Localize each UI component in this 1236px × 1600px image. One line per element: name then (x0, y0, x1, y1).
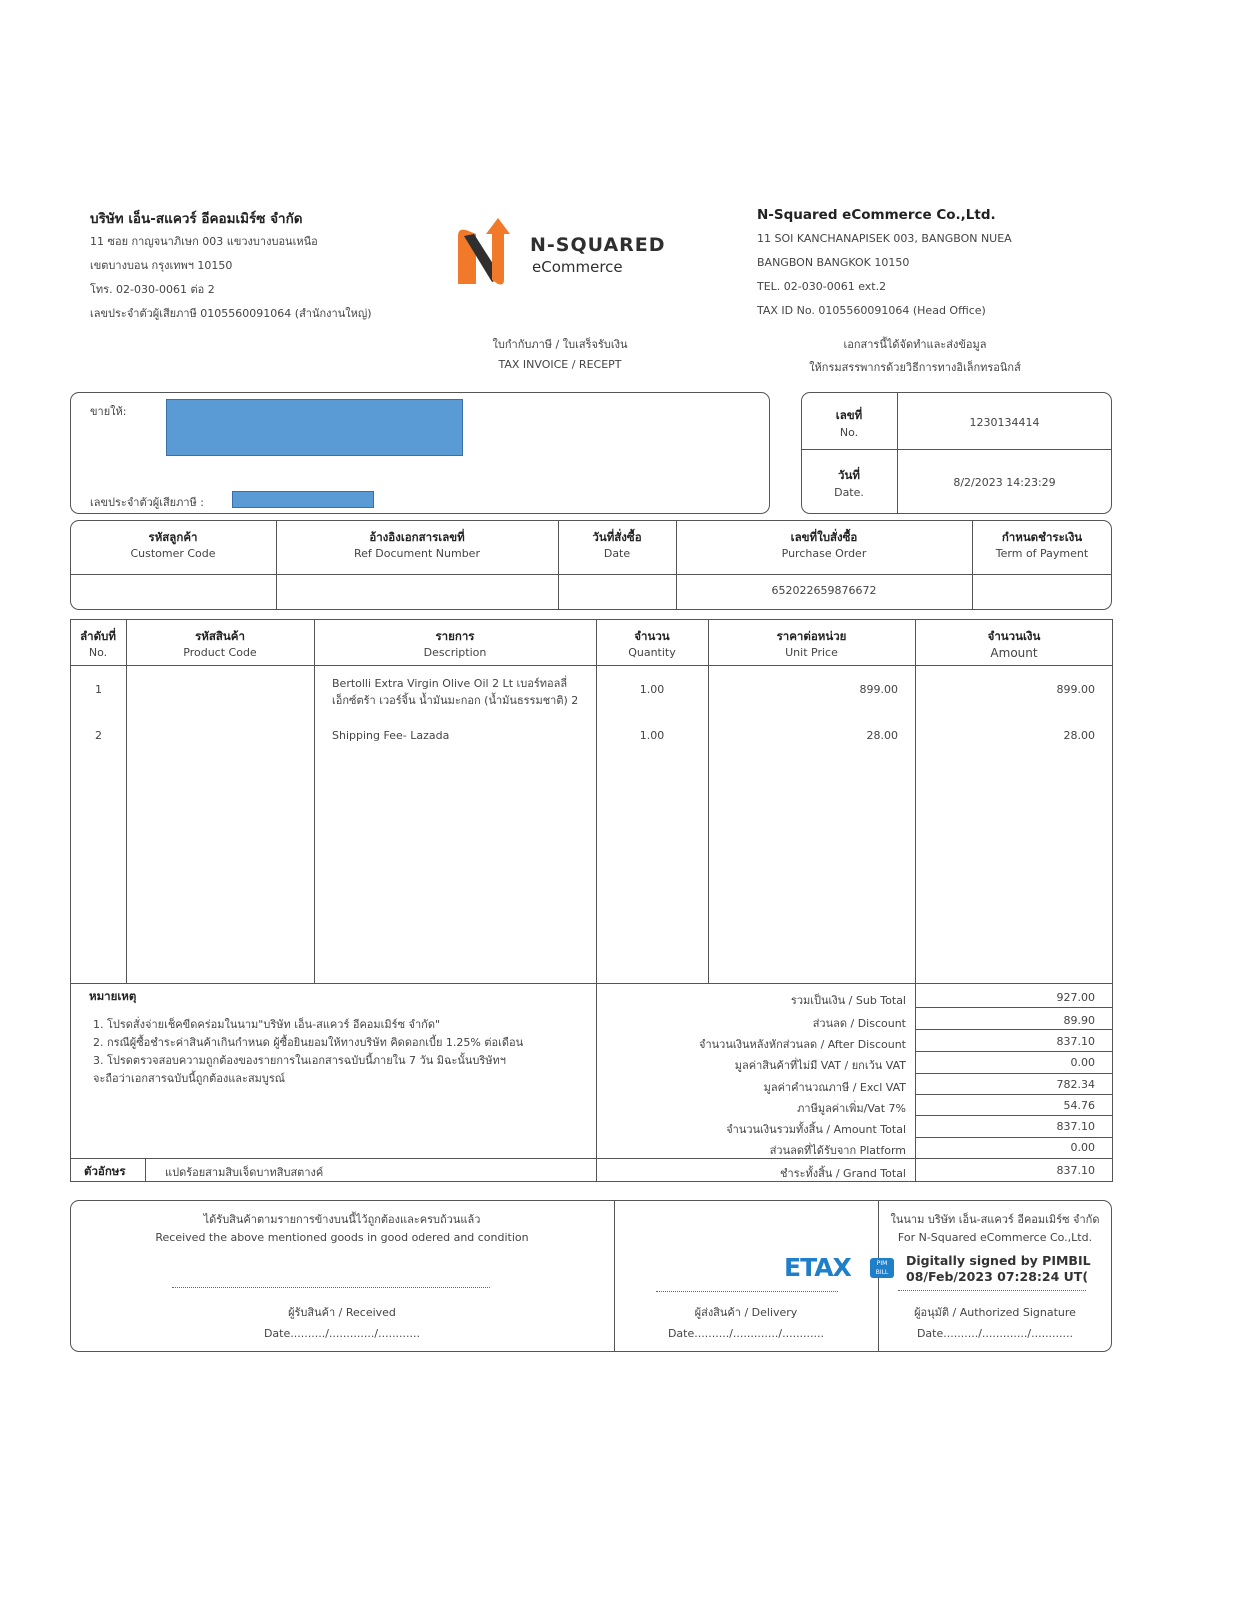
totals-divider (916, 1137, 1112, 1138)
items-header-amount-en: Amount (990, 646, 1038, 660)
amount-words-value: แปดร้อยสามสิบเจ็ดบาทสิบสตางค์ (165, 1166, 324, 1179)
sold-to-label: ขายให้: (90, 405, 127, 418)
etax-note-2: ให้กรมสรรพากรด้วยวิธีการทางอิเล็กทรอนิกส์ (809, 361, 1021, 374)
row-desc-2: เอ็กซ์ตร้า เวอร์จิ้น น้ำมันมะกอก (น้ำมันธรรมชาติ) 2 (332, 694, 579, 707)
doc-no-value: 1230134414 (969, 416, 1040, 429)
remarks-line-3: 3. โปรดตรวจสอบความถูกต้องของรายการในเอกสารฉบับนี้ภายใน 7 วัน มิฉะนั้นบริษัทฯ (93, 1054, 506, 1067)
doc-info-divider-v (897, 393, 898, 513)
ref-header-date-th: วันที่สั่งซื้อ (592, 530, 642, 544)
delivery-sign-line (656, 1291, 838, 1292)
items-header-no-en: No. (88, 646, 108, 659)
remarks-line-4: จะถือว่าเอกสารฉบับนี้ถูกต้องและสมบูรณ์ (93, 1072, 286, 1085)
company-taxid-th: เลขประจำตัวผู้เสียภาษี 0105560091064 (สำนักงานใหญ่) (90, 307, 372, 320)
after-discount-value: 837.10 (1056, 1035, 1095, 1048)
logo-mark-icon (452, 214, 526, 290)
company-address-en-1: 11 SOI KANCHANAPISEK 003, BANGBON NUEA (757, 232, 1012, 245)
amount-total-label: จำนวนเงินรวมทั้งสิ้น / Amount Total (726, 1123, 906, 1136)
authorized-sign-line (898, 1290, 1086, 1291)
items-header-desc-en: Description (423, 646, 487, 659)
platform-discount-label: ส่วนลดที่ได้รับจาก Platform (769, 1144, 906, 1157)
receiver-label: ผู้รับสินค้า / Received (288, 1306, 396, 1319)
items-header-code-en: Product Code (183, 646, 257, 659)
remarks-title: หมายเหตุ (89, 989, 137, 1003)
totals-divider (916, 1051, 1112, 1052)
vat-label: ภาษีมูลค่าเพิ่ม/Vat 7% (797, 1102, 906, 1115)
delivery-date-line: Date........../............./............ (667, 1327, 825, 1340)
doc-info-divider-h (802, 449, 1111, 450)
subtotal-label: รวมเป็นเงิน / Sub Total (790, 994, 906, 1007)
doc-date-label-th: วันที่ (838, 468, 860, 482)
row-desc-1: Shipping Fee- Lazada (332, 729, 450, 742)
on-behalf-en: For N-Squared eCommerce Co.,Ltd. (897, 1231, 1093, 1244)
receiver-date-line: Date........../............./............ (263, 1327, 421, 1340)
platform-discount-value: 0.00 (1070, 1141, 1095, 1154)
ref-header-term-en: Term of Payment (995, 547, 1089, 560)
totals-divider (916, 1029, 1112, 1030)
remarks-line-2: 2. กรณีผู้ซื้อชำระค่าสินค้าเกินกำหนด ผู้ซื้อยินยอมให้ทางบริษัท คิดดอกเบี้ย 1.25% ต่อเดือน (93, 1036, 524, 1049)
authorized-date-line: Date........../............./............ (916, 1327, 1074, 1340)
ref-value-po: 652022659876672 (771, 584, 877, 597)
discount-label: ส่วนลด / Discount (812, 1017, 906, 1030)
doc-no-label-th: เลขที่ (835, 408, 863, 422)
doc-no-label-en: No. (839, 426, 859, 439)
row-amount: 28.00 (1063, 729, 1095, 742)
etax-note-1: เอกสารนี้ได้จัดทำและส่งข้อมูล (843, 338, 987, 351)
items-header-code-th: รหัสสินค้า (195, 629, 245, 643)
discount-value: 89.90 (1063, 1014, 1095, 1027)
doc-title-th: ใบกำกับภาษี / ใบเสร็จรับเงิน (492, 338, 628, 351)
etax-logo (784, 1253, 889, 1282)
row-qty: 1.00 (639, 729, 665, 742)
etax-badge: PIM BILL (870, 1258, 894, 1278)
subtotal-value: 927.00 (1056, 991, 1095, 1004)
vat-value: 54.76 (1063, 1099, 1095, 1112)
company-address-th-2: เขตบางบอน กรุงเทพฯ 10150 (90, 259, 233, 272)
company-phone-en: TEL. 02-030-0061 ext.2 (757, 280, 887, 293)
totals-divider (916, 1094, 1112, 1095)
items-col-divider-4 (708, 620, 709, 983)
items-table (70, 619, 1113, 1182)
totals-divider (916, 1073, 1112, 1074)
company-address-th-1: 11 ซอย กาญจนาภิเษก 003 แขวงบางบอนเหนือ (90, 235, 318, 248)
row-desc-1: Bertolli Extra Virgin Olive Oil 2 Lt เบอร์ทอลลี่ (332, 677, 568, 690)
items-col-divider-2 (314, 620, 315, 983)
received-statement-en: Received the above mentioned goods in good odered and condition (155, 1231, 529, 1244)
logo-text-2: eCommerce (532, 258, 623, 276)
non-vat-value: 0.00 (1070, 1056, 1095, 1069)
ref-header-ref-doc-th: อ้างอิงเอกสารเลขที่ (369, 530, 465, 544)
items-header-unit-th: ราคาต่อหน่วย (776, 629, 847, 643)
after-discount-label: จำนวนเงินหลังหักส่วนลด / After Discount (699, 1038, 906, 1051)
items-header-no-th: ลำดับที่ (80, 629, 116, 643)
grand-total-value: 837.10 (1056, 1164, 1095, 1177)
items-col-divider-3 (596, 620, 597, 1181)
receiver-sign-line (172, 1287, 490, 1288)
ref-header-po-th: เลขที่ใบสั่งซื้อ (790, 530, 858, 544)
ref-header-po-en: Purchase Order (781, 547, 867, 560)
digital-signature-2: 08/Feb/2023 07:28:24 UT( (906, 1269, 1089, 1284)
row-qty: 1.00 (639, 683, 665, 696)
items-body-divider (71, 983, 1112, 984)
digital-signature-1: Digitally signed by PIMBIL (906, 1253, 1091, 1268)
totals-divider (916, 1007, 1112, 1008)
non-vat-label: มูลค่าสินค้าที่ไม่มี VAT / ยกเว้น VAT (734, 1059, 906, 1072)
grand-total-label: ชำระทั้งสิ้น / Grand Total (780, 1167, 906, 1180)
ref-header-customer-code-en: Customer Code (130, 547, 216, 560)
items-col-divider-1 (126, 620, 127, 983)
company-logo (452, 214, 682, 290)
remarks-line-1: 1. โปรดสั่งจ่ายเช็คขีดคร่อมในนาม"บริษัท เอ็น-สแควร์ อีคอมเมิร์ซ จำกัด" (93, 1018, 441, 1031)
on-behalf-th: ในนาม บริษัท เอ็น-สแควร์ อีคอมเมิร์ซ จำกัด (890, 1213, 1100, 1226)
items-header-unit-en: Unit Price (785, 646, 838, 659)
amount-words-label: ตัวอักษร (84, 1164, 126, 1178)
doc-date-value: 8/2/2023 14:23:29 (953, 476, 1056, 489)
authorized-label: ผู้อนุมัติ / Authorized Signature (914, 1306, 1076, 1319)
company-name-en: N-Squared eCommerce Co.,Ltd. (757, 207, 996, 223)
words-label-divider (145, 1158, 146, 1181)
buyer-taxid-redacted (232, 491, 374, 508)
buyer-taxid-label: เลขประจำตัวผู้เสียภาษี : (90, 496, 205, 509)
amount-total-value: 837.10 (1056, 1120, 1095, 1133)
excl-vat-label: มูลค่าคำนวณภาษี / Excl VAT (763, 1081, 906, 1094)
row-unit-price: 899.00 (859, 683, 898, 696)
buyer-name-redacted (166, 399, 463, 456)
doc-title-en: TAX INVOICE / RECEPT (498, 358, 622, 371)
ref-header-customer-code-th: รหัสลูกค้า (148, 530, 198, 544)
doc-date-label-en: Date. (834, 486, 864, 499)
ref-header-term-th: กำหนดชำระเงิน (1001, 530, 1083, 544)
company-address-en-2: BANGBON BANGKOK 10150 (757, 256, 910, 269)
items-header-amount-th: จำนวนเงิน (987, 629, 1041, 643)
etax-logo-text: ETAX (784, 1253, 851, 1282)
row-no: 2 (95, 729, 102, 742)
ref-table-divider-h (71, 574, 1111, 575)
row-unit-price: 28.00 (866, 729, 898, 742)
items-header-qty-th: จำนวน (634, 629, 670, 643)
company-taxid-en: TAX ID No. 0105560091064 (Head Office) (757, 304, 986, 317)
excl-vat-value: 782.34 (1056, 1078, 1095, 1091)
row-amount: 899.00 (1056, 683, 1095, 696)
delivery-label: ผู้ส่งสินค้า / Delivery (694, 1306, 798, 1319)
company-name-th: บริษัท เอ็น-สแควร์ อีคอมเมิร์ซ จำกัด (90, 211, 303, 227)
logo-text-1: N-SQUARED (530, 234, 666, 256)
row-no: 1 (95, 683, 102, 696)
ref-header-date-en: Date (603, 547, 631, 560)
items-header-divider (71, 665, 1112, 666)
words-divider (71, 1158, 596, 1159)
ref-header-ref-doc-en: Ref Document Number (354, 547, 480, 560)
items-header-qty-en: Quantity (628, 646, 676, 659)
totals-divider (916, 1115, 1112, 1116)
items-header-desc-th: รายการ (435, 629, 475, 643)
items-col-divider-5 (915, 620, 916, 1181)
company-phone-th: โทร. 02-030-0061 ต่อ 2 (90, 283, 215, 296)
received-statement-th: ได้รับสินค้าตามรายการข้างบนนี้ไว้ถูกต้องและครบถ้วนแล้ว (203, 1213, 481, 1226)
